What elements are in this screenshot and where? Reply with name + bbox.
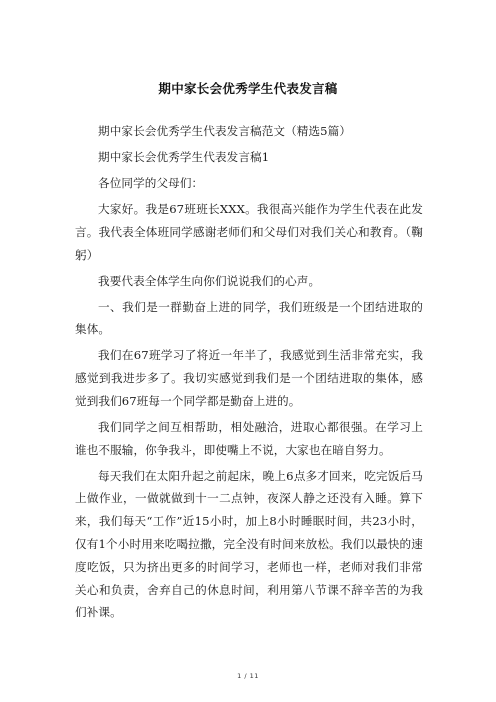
paragraph-intro: 期中家长会优秀学生代表发言稿范文（精选5篇）	[98, 124, 352, 138]
document-body	[75, 120, 423, 624]
paragraph-voice: 我要代表全体学生向你们说说我们的心声。	[98, 273, 321, 288]
paragraph-speech-heading: 期中家长会优秀学生代表发言稿1	[98, 149, 270, 164]
document-title: 期中家长会优秀学生代表发言稿	[158, 81, 338, 96]
paragraph-class-life: 我们在67班学习了将近一年半了，我感觉到生活非常充实，我感觉到我进步多了。我切实感觉到我们是一个团结进取的集体，感觉到我们67班每一个同学都是勤奋上进的。	[75, 348, 423, 408]
paragraph-greeting: 大家好。我是67班班长XXX。我很高兴能作为学生代表在此发言。我代表全体班同学感谢老师们和父母们对我们关心和教育。（鞠躬）	[75, 201, 423, 262]
paragraph-point-one: 一、我们是一群勤奋上进的同学，我们班级是一个团结进取的集体。	[75, 299, 423, 337]
paragraph-daily-schedule: 每天我们在太阳升起之前起床，晚上6点多才回来，吃完饭后马上做作业，一做就做到十一二点钟，夜深人静之还没有入睡。算下来，我们每天“工作”近15小时，加上8小时睡眠时间，共23小时，仅有1个小时用来吃喝拉撒，完全没有时间来放松。我们以最快的速度吃饭，只为挤出更多的时间学习，老师也一样，老师对我们非常关心和负责，舍弃自己的休息时间，利用第八节课不辞辛苦的为我们补课。	[75, 468, 423, 620]
page-number: 1 / 11	[237, 672, 259, 680]
paragraph-salutation: 各位同学的父母们：	[98, 175, 204, 190]
paragraph-mutual-help: 我们同学之间互相帮助，相处融洽，进取心都很强。在学习上谁也不服输，你争我斗，即使嘴上不说，大家也在暗自努力。	[75, 419, 423, 457]
